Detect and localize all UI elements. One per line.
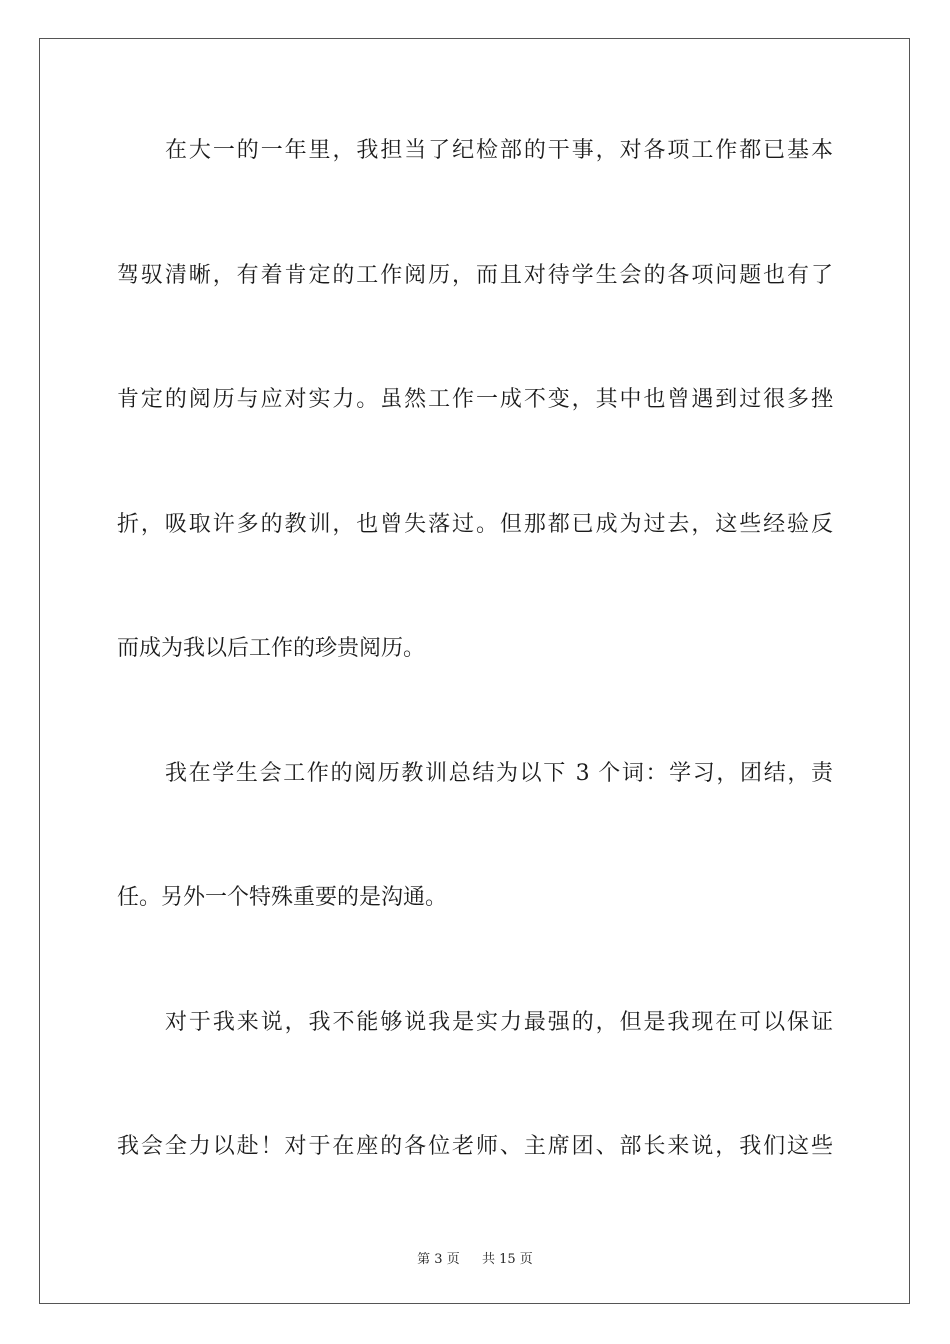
page-number: 第 3 页 [417, 1252, 460, 1267]
page-footer [0, 1248, 950, 1267]
paragraph-1-line-2: 驾驭清晰，有着肯定的工作阅历，而且对待学生会的各项问题也有了 [117, 263, 833, 288]
paragraph-2-line-1: 我在学生会工作的阅历教训总结为以下 3 个词：学习，团结，责 [165, 761, 833, 786]
paragraph-1-line-1: 在大一的一年里，我担当了纪检部的干事，对各项工作都已基本 [165, 138, 833, 163]
page-frame [39, 38, 910, 1304]
paragraph-3-line-2: 我会全力以赴！对于在座的各位老师、主席团、部长来说，我们这些 [117, 1134, 833, 1159]
paragraph-1-line-4: 折，吸取许多的教训，也曾失落过。但那都已成为过去，这些经验反 [117, 512, 833, 537]
paragraph-2-line-2: 任。另外一个特殊重要的是沟通。 [117, 885, 448, 910]
paragraph-3-line-1: 对于我来说，我不能够说我是实力最强的，但是我现在可以保证 [165, 1010, 833, 1035]
paragraph-1-line-5: 而成为我以后工作的珍贵阅历。 [117, 636, 426, 661]
paragraph-1-line-3: 肯定的阅历与应对实力。虽然工作一成不变，其中也曾遇到过很多挫 [117, 387, 833, 412]
page-total: 共 15 页 [482, 1252, 533, 1267]
